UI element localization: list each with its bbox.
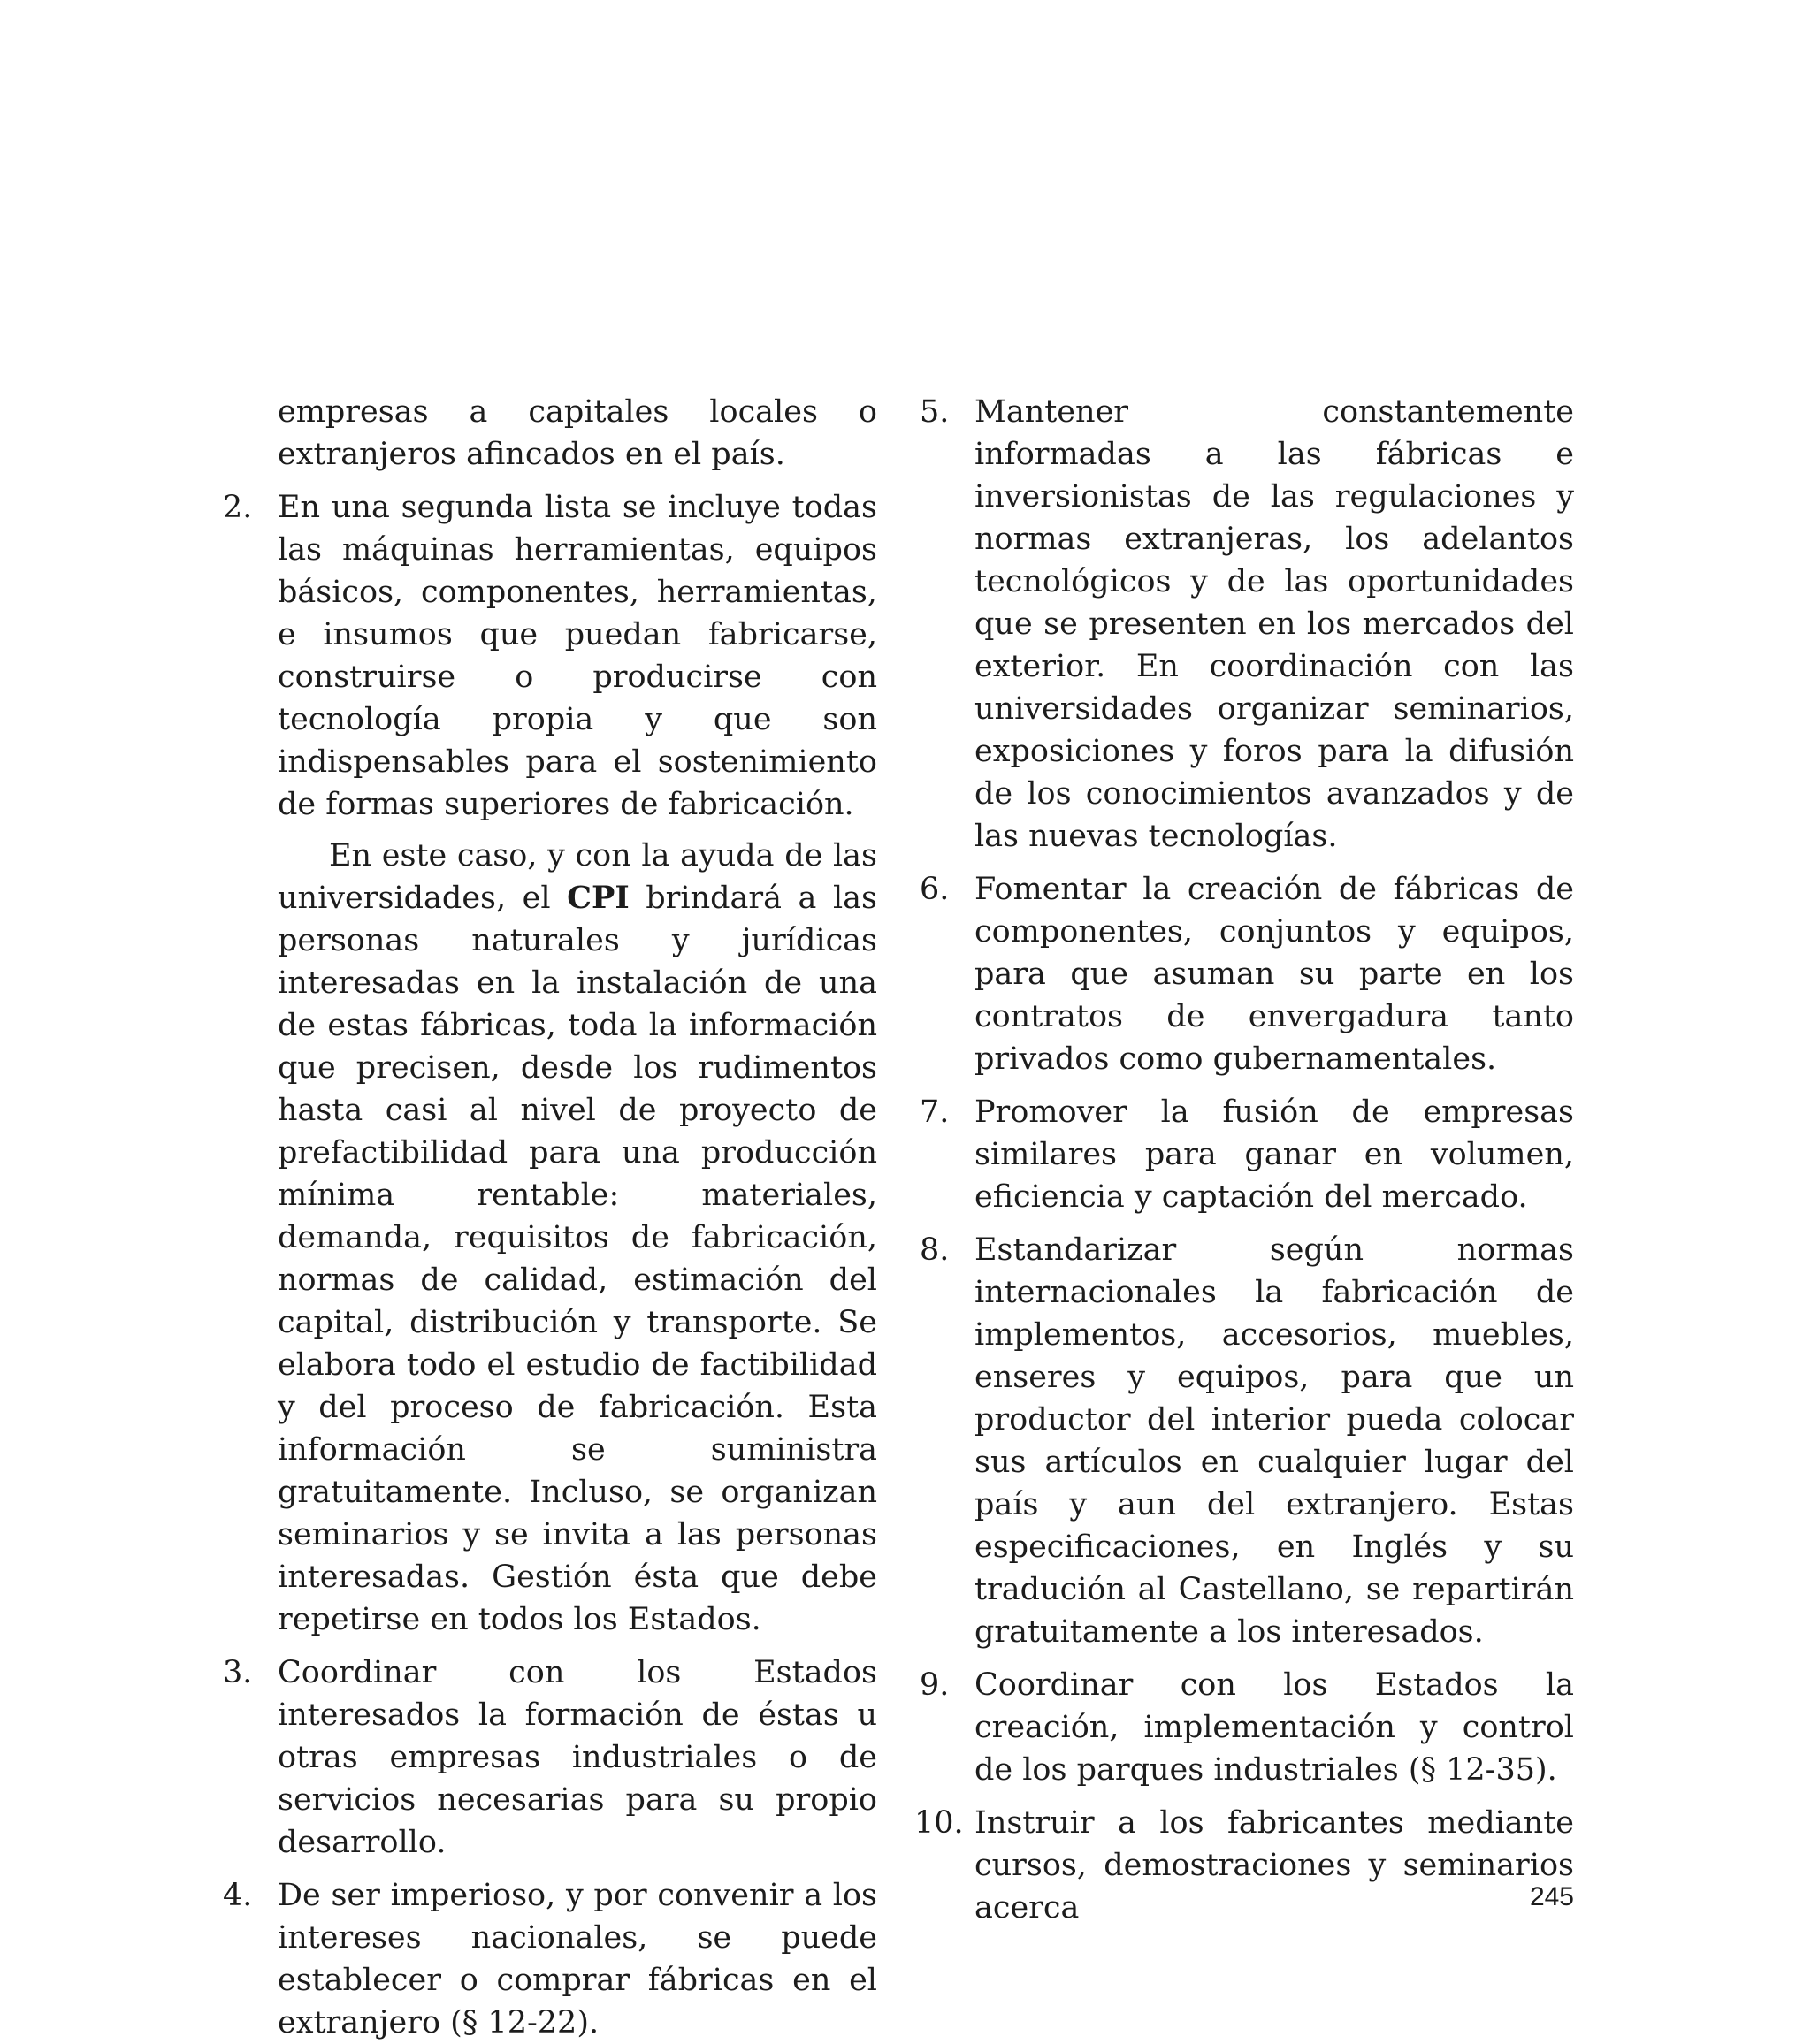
list-number: 5.: [920, 394, 950, 430]
continuation-paragraph: empresas a capitales locales o extranjeros afincados en el país.: [278, 394, 877, 472]
item-2-paragraph: [223, 835, 877, 1641]
list-text: Instruir a los fabricantes mediante cursos, demostraciones y seminarios acerca: [974, 1805, 1574, 1926]
list-text: Estandarizar según normas internacionales la fabricación de implementos, accesorios, muebles, enseres y equipos, para que un productor del interior pueda colocar sus artículos en cualquier lugar del país y aun del extranjero. Estas especificaciones, en Inglés y su tradución al Castellano, se repartirán gratuitamente a los interesados.: [974, 1232, 1574, 1650]
list-item-8: [920, 1229, 1574, 1653]
list-number: 7.: [920, 1094, 950, 1130]
list-item-9: [920, 1664, 1574, 1791]
list-number: 10.: [914, 1805, 964, 1841]
list-text: En una segunda lista se incluye todas las máquinas herramientas, equipos básicos, componentes, herramientas, e insumos que puedan fabricarse, construirse o producirse con tecnología propia y que son indispensables para el sostenimiento de formas superiores de fabricación.: [278, 490, 877, 822]
list-item-4: [223, 1874, 877, 2044]
list-item-3: [223, 1651, 877, 1864]
item-2-paragraph-end: brindará a las personas naturales y jurídicas interesadas en la instalación de una de estas fábricas, toda la información que precisen, desde los rudimentos hasta casi al nivel de proyecto de prefactibilidad para una producción mínima rentable: materiales, demanda, requisitos de fabricación, normas de calidad, estimación del capital, distribución y transporte. Se elabora todo el estudio de factibilidad y del proceso de fabricación. Esta información se suministra gratuitamente. Incluso, se organizan seminarios y se invita a las personas interesadas. Gestión ésta que debe repetirse en todos los Estados.: [278, 881, 877, 1637]
item-2-paragraph-start: En este caso, y con la ayuda de las universidades, el: [278, 838, 877, 916]
list-item-10: [914, 1802, 1574, 1929]
list-text: Coordinar con los Estados la creación, implementación y control de los parques industriales (§ 12-35).: [974, 1667, 1574, 1788]
left-column: [223, 391, 877, 2044]
list-item-6: [920, 868, 1574, 1080]
list-text: Promover la fusión de empresas similares para ganar en volumen, eficiencia y captación del mercado.: [974, 1094, 1574, 1215]
list-item-2: [223, 486, 877, 826]
list-number: 9.: [920, 1667, 950, 1703]
list-number: 3.: [223, 1655, 253, 1690]
right-column: [914, 391, 1574, 1929]
list-text: De ser imperioso, y por convenir a los intereses nacionales, se puede establecer o comprar fábricas en el extranjero (§ 12-22).: [278, 1878, 877, 2040]
list-number: 8.: [920, 1232, 950, 1268]
list-text: Mantener constantemente informadas a las fábricas e inversionistas de las regulaciones y normas extranjeras, los adelantos tecnológicos y de las oportunidades que se presenten en los mercados del exterior. En coordinación con las universidades organizar seminarios, exposiciones y foros para la difusión de los conocimientos avanzados y de las nuevas tecnologías.: [974, 394, 1574, 854]
list-number: 4.: [223, 1878, 253, 1913]
cpi-bold-text: CPI: [567, 880, 630, 916]
list-number: 6.: [920, 872, 950, 907]
list-text: Coordinar con los Estados interesados la formación de éstas u otras empresas industriales o de servicios necesarias para su propio desarrollo.: [278, 1655, 877, 1860]
page-number: 245: [1529, 1882, 1574, 1911]
list-text: Fomentar la creación de fábricas de componentes, conjuntos y equipos, para que asuman su parte en los contratos de envergadura tanto privados como gubernamentales.: [974, 872, 1574, 1077]
list-number: 2.: [223, 490, 253, 525]
list-item-5: [920, 391, 1574, 858]
list-item-7: [920, 1091, 1574, 1218]
